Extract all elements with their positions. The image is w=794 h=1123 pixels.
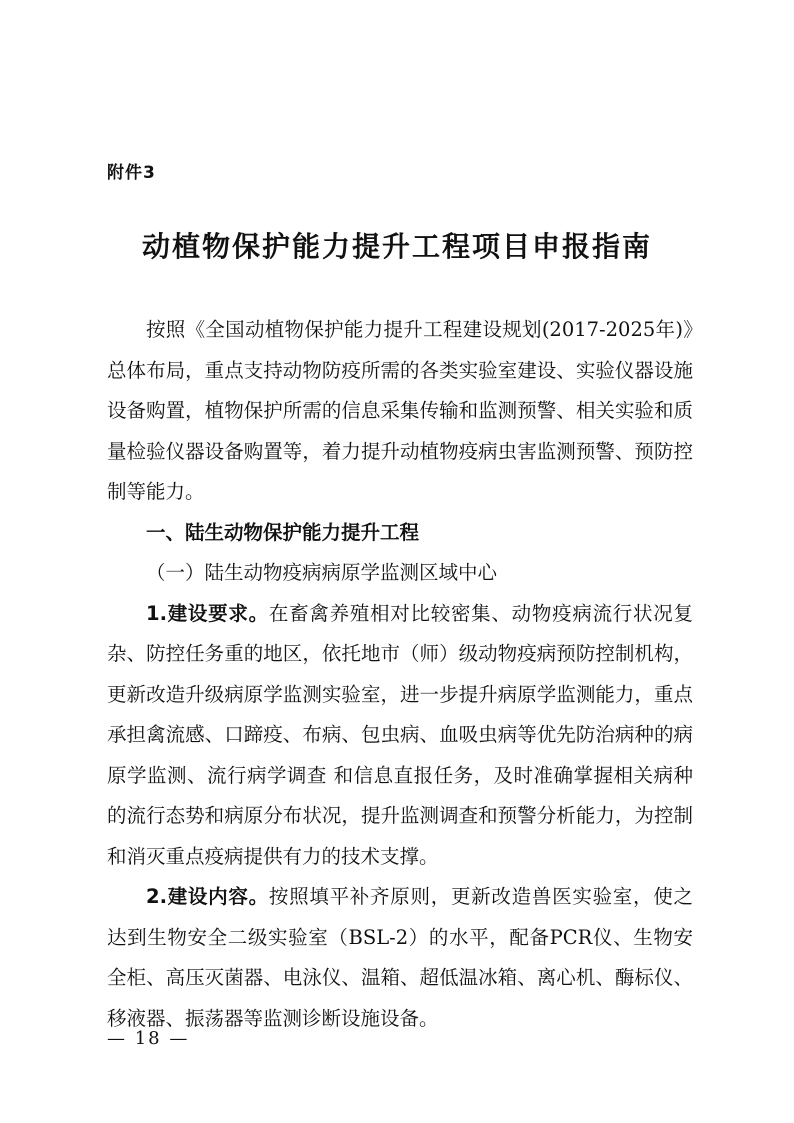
item-1-lead: 1.建设要求。 [146, 601, 269, 625]
item-2-text: 按照填平补齐原则，更新改造兽医实验室，使之达到生物安全二级实验室（BSL-2）的水平，配备PCR仪、生物安全柜、高压灭菌器、电泳仪、温箱、超低温冰箱、离心机、酶标仪、移液器、振荡器等监测诊断设施设备。 [107, 885, 693, 1030]
item-2-lead: 2.建设内容。 [146, 885, 269, 908]
item-2-paragraph [107, 877, 693, 1039]
section-heading: 一、陆生动物保护能力提升工程 [146, 520, 420, 544]
intro-paragraph: 按照《全国动植物保护能力提升工程建设规划(2017-2025年)》总体布局，重点支持动物防疫所需的各类实验室建设、实验仪器设施设备购置，植物保护所需的信息采集传输和监测预警、相关实验和质量检验仪器设备购置等，着力提升动植物疫病虫害监测预警、预防控制等能力。 [107, 318, 693, 503]
subsection-heading: （一）陆生动物疫病病原学监测区域中心 [146, 561, 498, 584]
attachment-label: 附件3 [107, 163, 156, 183]
document-title: 动植物保护能力提升工程项目申报指南 [141, 230, 652, 263]
document-body [107, 310, 693, 1039]
item-1-paragraph [107, 594, 693, 878]
page-number: — 18 — [107, 1028, 190, 1049]
item-1-text: 在畜禽养殖相对比较密集、动物疫病流行状况复杂、防控任务重的地区，依托地市（师）级动物疫病预防控制机构，更新改造升级病原学监测实验室，进一步提升病原学监测能力，重点承担禽流感、口蹄疫、布病、包虫病、血吸虫病等优先防治病种的病原学监测、流行病学调查 和信息直报任务，及时准确掌握相关病种的流行态势和病原分布状况，提升监测调查和预警分析能力，为控制和消灭重点疫病提供有力的技术支撑。 [107, 601, 693, 868]
